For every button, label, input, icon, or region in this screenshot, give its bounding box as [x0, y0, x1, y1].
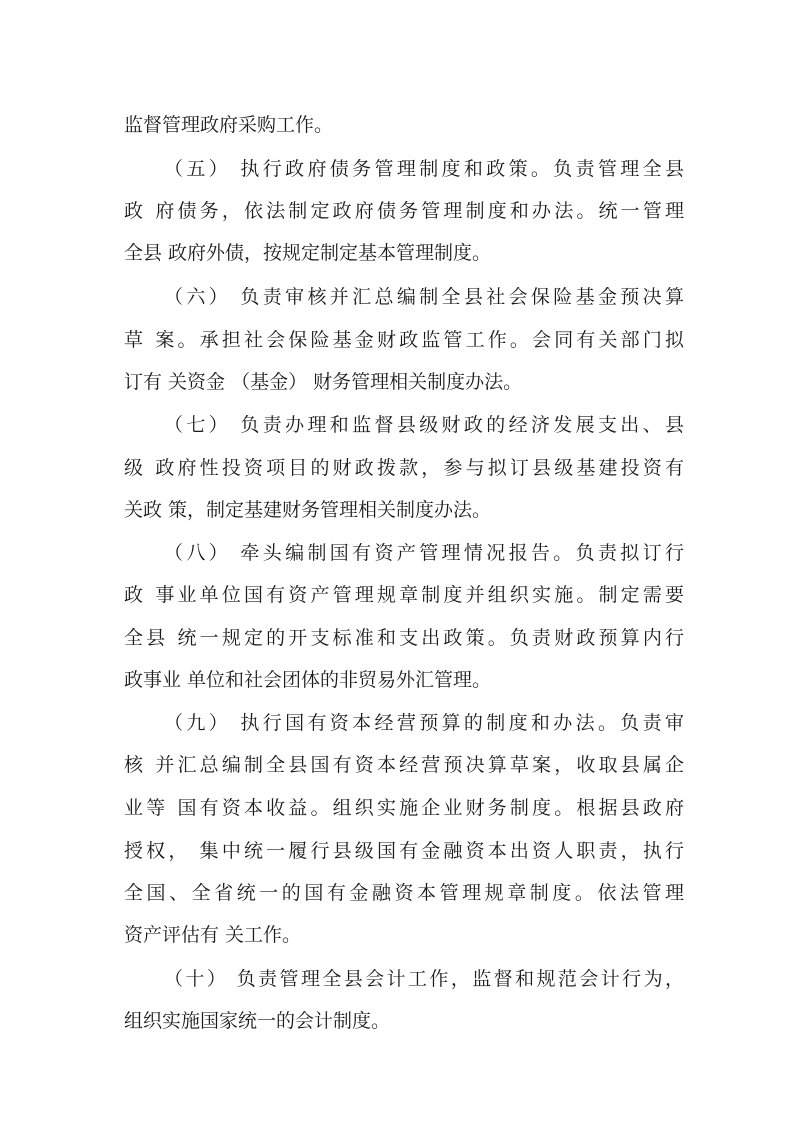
text-line: 组织实施国家统一的会计制度。 [124, 1010, 391, 1032]
text-line: 关政 策，制定基建财务管理相关制度办法。 [124, 499, 492, 521]
text-line: 监督管理政府采购工作。 [124, 114, 334, 136]
text-line: （十） 负责管理全县会计工作，监督和规范会计行为， [164, 968, 684, 990]
text-line: 全县 统一规定的开支标准和支出政策。负责财政预算内行 [124, 627, 684, 649]
text-line: 业等 国有资本收益。组织实施企业财务制度。根据县政府 [124, 797, 684, 819]
text-line: （八） 牵头编制国有资产管理情况报告。负责拟订行 [164, 542, 684, 564]
text-line: （五） 执行政府债务管理制度和政策。负责管理全县 [164, 158, 684, 180]
text-line: （六） 负责审核并汇总编制全县社会保险基金预决算 [164, 286, 684, 308]
text-line: 政 府债务，依法制定政府债务管理制度和办法。统一管理 [124, 200, 684, 222]
text-line: 全县 政府外债，按规定制定基本管理制度。 [124, 242, 492, 264]
text-line: 资产评估有 关工作。 [124, 924, 302, 946]
text-line: 政事业 单位和社会团体的非贸易外汇管理。 [124, 669, 492, 691]
text-line: （七） 负责办理和监督县级财政的经济发展支出、县 [164, 414, 684, 436]
text-line: 全国、全省统一的国有金融资本管理规章制度。依法管理 [124, 882, 684, 904]
text-line: 订有 关资金 （基金） 财务管理相关制度办法。 [124, 371, 523, 393]
text-line: （九） 执行国有资本经营预算的制度和办法。负责审 [164, 712, 684, 734]
text-line: 草 案。承担社会保险基金财政监管工作。会同有关部门拟 [124, 329, 684, 351]
text-line: 级 政府性投资项目的财政拨款，参与拟订县级基建投资有 [124, 457, 684, 479]
text-line: 核 并汇总编制全县国有资本经营预决算草案，收取县属企 [124, 754, 684, 776]
text-line: 授权， 集中统一履行县级国有金融资本出资人职责，执行 [124, 840, 684, 862]
text-line: 政 事业单位国有资产管理规章制度并组织实施。制定需要 [124, 584, 684, 606]
